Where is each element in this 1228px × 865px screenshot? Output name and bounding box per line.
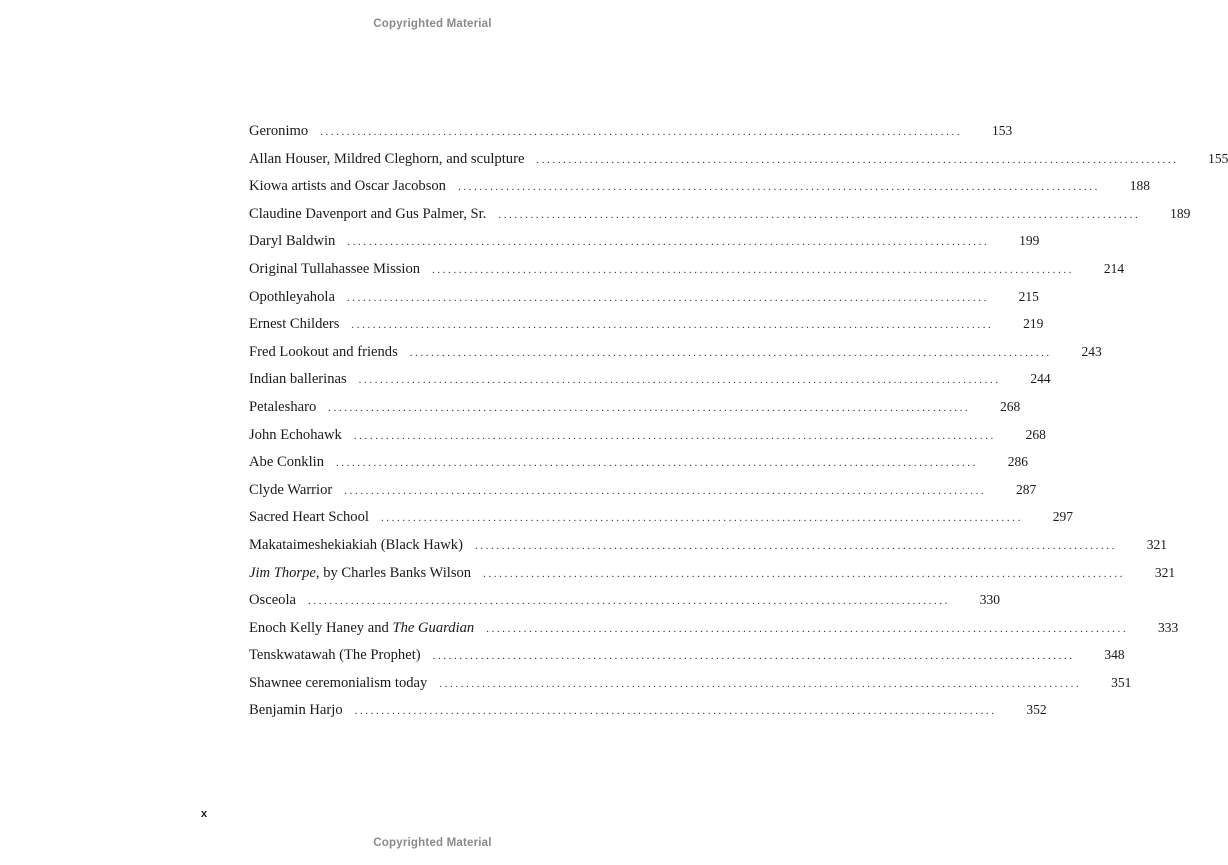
toc-entry	[249, 421, 1046, 449]
entry-title: Ernest Childers	[249, 316, 340, 333]
toc-entry	[249, 227, 1040, 255]
dot-leader: ........................................................................................................................	[457, 181, 1100, 194]
dot-leader: ........................................................................................................................	[380, 512, 1023, 525]
toc-entry	[249, 200, 1191, 228]
entry-page-number: 219	[1023, 316, 1044, 332]
entry-page-number: 297	[1052, 509, 1073, 525]
entry-title: Geronimo	[249, 123, 309, 139]
entry-title: Shawnee ceremonialism today	[249, 674, 428, 691]
entry-title: Osceola	[249, 592, 297, 609]
dot-leader: ........................................................................................................................	[432, 263, 1075, 276]
entry-title: Fred Lookout and friends	[249, 343, 398, 360]
dot-leader: ........................................................................................................................	[328, 401, 971, 414]
entry-page-number: 286	[1007, 454, 1028, 470]
entry-page-number: 321	[1154, 564, 1176, 580]
entry-page-number: 215	[1018, 288, 1039, 304]
entry-title: Allan Houser, Mildred Cleghorn, and sculpture	[249, 150, 525, 167]
entry-title: John Echohawk	[249, 426, 342, 443]
entry-title: Claudine Davenport and Gus Palmer, Sr.	[249, 205, 487, 222]
entry-page-number: 352	[1026, 702, 1047, 718]
entry-page-number: 333	[1157, 619, 1179, 635]
toc-entry	[249, 531, 1167, 559]
dot-leader: ........................................................................................................................	[536, 153, 1179, 166]
dot-leader: ........................................................................................................................	[354, 705, 997, 718]
entry-title: Petalesharo	[249, 398, 317, 415]
toc-entry	[249, 117, 1013, 145]
dot-leader: ........................................................................................................................	[498, 208, 1141, 221]
entry-page-number: 287	[1016, 481, 1037, 497]
entry-page-number: 153	[991, 123, 1013, 138]
entry-title: Kiowa artists and Oscar Jacobson	[249, 178, 446, 195]
dot-leader: ........................................................................................................................	[308, 595, 951, 608]
entry-title-rest: , by Charles Banks Wilson	[315, 564, 472, 581]
toc-entry	[249, 696, 1047, 724]
toc-entry	[249, 283, 1039, 311]
toc-entry	[249, 145, 1228, 173]
entry-title: Tenskwatawah (The Prophet)	[249, 647, 421, 664]
toc-entry	[249, 255, 1125, 283]
entry-page-number: 351	[1111, 674, 1132, 690]
entry-page-number: 330	[979, 592, 1001, 608]
entry-title: Makataimeshekiakiah (Black Hawk)	[249, 536, 463, 553]
dot-leader: ........................................................................................................................	[320, 126, 963, 138]
toc-entry	[249, 448, 1028, 476]
page-folio: x	[201, 808, 208, 820]
dot-leader: ........................................................................................................................	[439, 677, 1082, 690]
toc-entry	[249, 310, 1044, 338]
toc-entry	[249, 641, 1125, 669]
entry-title: Clyde Warrior	[249, 481, 333, 498]
entry-title: Abe Conklin	[249, 454, 324, 471]
toc-entry	[249, 338, 1102, 366]
entry-title: Indian ballerinas	[249, 371, 347, 388]
copyright-watermark-top: Copyrighted Material	[373, 18, 492, 30]
toc-entry	[249, 476, 1037, 504]
dot-leader: ........................................................................................................................	[474, 539, 1117, 552]
toc-entry	[249, 503, 1073, 531]
entry-title: Original Tullahassee Mission	[249, 260, 421, 277]
toc-entry	[249, 614, 1179, 642]
dot-leader: ........................................................................................................................	[409, 346, 1052, 359]
entry-page-number: 189	[1170, 205, 1191, 221]
dot-leader: ........................................................................................................................	[486, 622, 1129, 635]
toc-entry	[249, 559, 1176, 587]
toc-entry	[249, 172, 1150, 200]
entry-title	[249, 560, 471, 588]
entry-page-number: 321	[1146, 536, 1167, 552]
entry-page-number: 155	[1208, 150, 1228, 166]
toc-entry	[249, 365, 1051, 393]
entry-page-number: 348	[1104, 647, 1125, 663]
entry-page-number: 268	[1000, 398, 1021, 414]
entry-title-pre: Enoch Kelly Haney and	[249, 619, 393, 636]
dot-leader: ........................................................................................................................	[351, 319, 994, 332]
dot-leader: ........................................................................................................................	[347, 236, 990, 249]
entry-page-number: 243	[1081, 343, 1102, 359]
entry-title: Sacred Heart School	[249, 509, 369, 526]
entry-page-number: 244	[1030, 371, 1051, 387]
dot-leader: ........................................................................................................................	[353, 429, 996, 442]
entry-title: Benjamin Harjo	[249, 702, 343, 719]
toc-entry	[249, 586, 1001, 614]
entry-title-italic: Jim Thorpe	[249, 564, 316, 581]
dot-leader: ........................................................................................................................	[483, 567, 1126, 580]
dot-leader: ........................................................................................................................	[358, 374, 1001, 387]
copyright-watermark-bottom: Copyrighted Material	[373, 837, 492, 849]
entry-page-number: 199	[1019, 233, 1040, 249]
toc-entry	[249, 393, 1021, 421]
dot-leader: ........................................................................................................................	[346, 291, 989, 304]
entry-title: Opothleyahola	[249, 288, 335, 305]
entry-page-number: 188	[1129, 178, 1150, 194]
dot-leader: ........................................................................................................................	[344, 484, 987, 497]
entry-title	[249, 615, 474, 643]
toc-entry	[249, 669, 1132, 697]
entry-title: Daryl Baldwin	[249, 233, 336, 250]
illustrations-list	[249, 117, 1228, 724]
dot-leader: ........................................................................................................................	[432, 650, 1075, 663]
entry-page-number: 214	[1103, 260, 1125, 276]
dot-leader: ........................................................................................................................	[336, 457, 978, 470]
entry-page-number: 268	[1025, 426, 1046, 442]
entry-title-italic: The Guardian	[392, 619, 475, 636]
